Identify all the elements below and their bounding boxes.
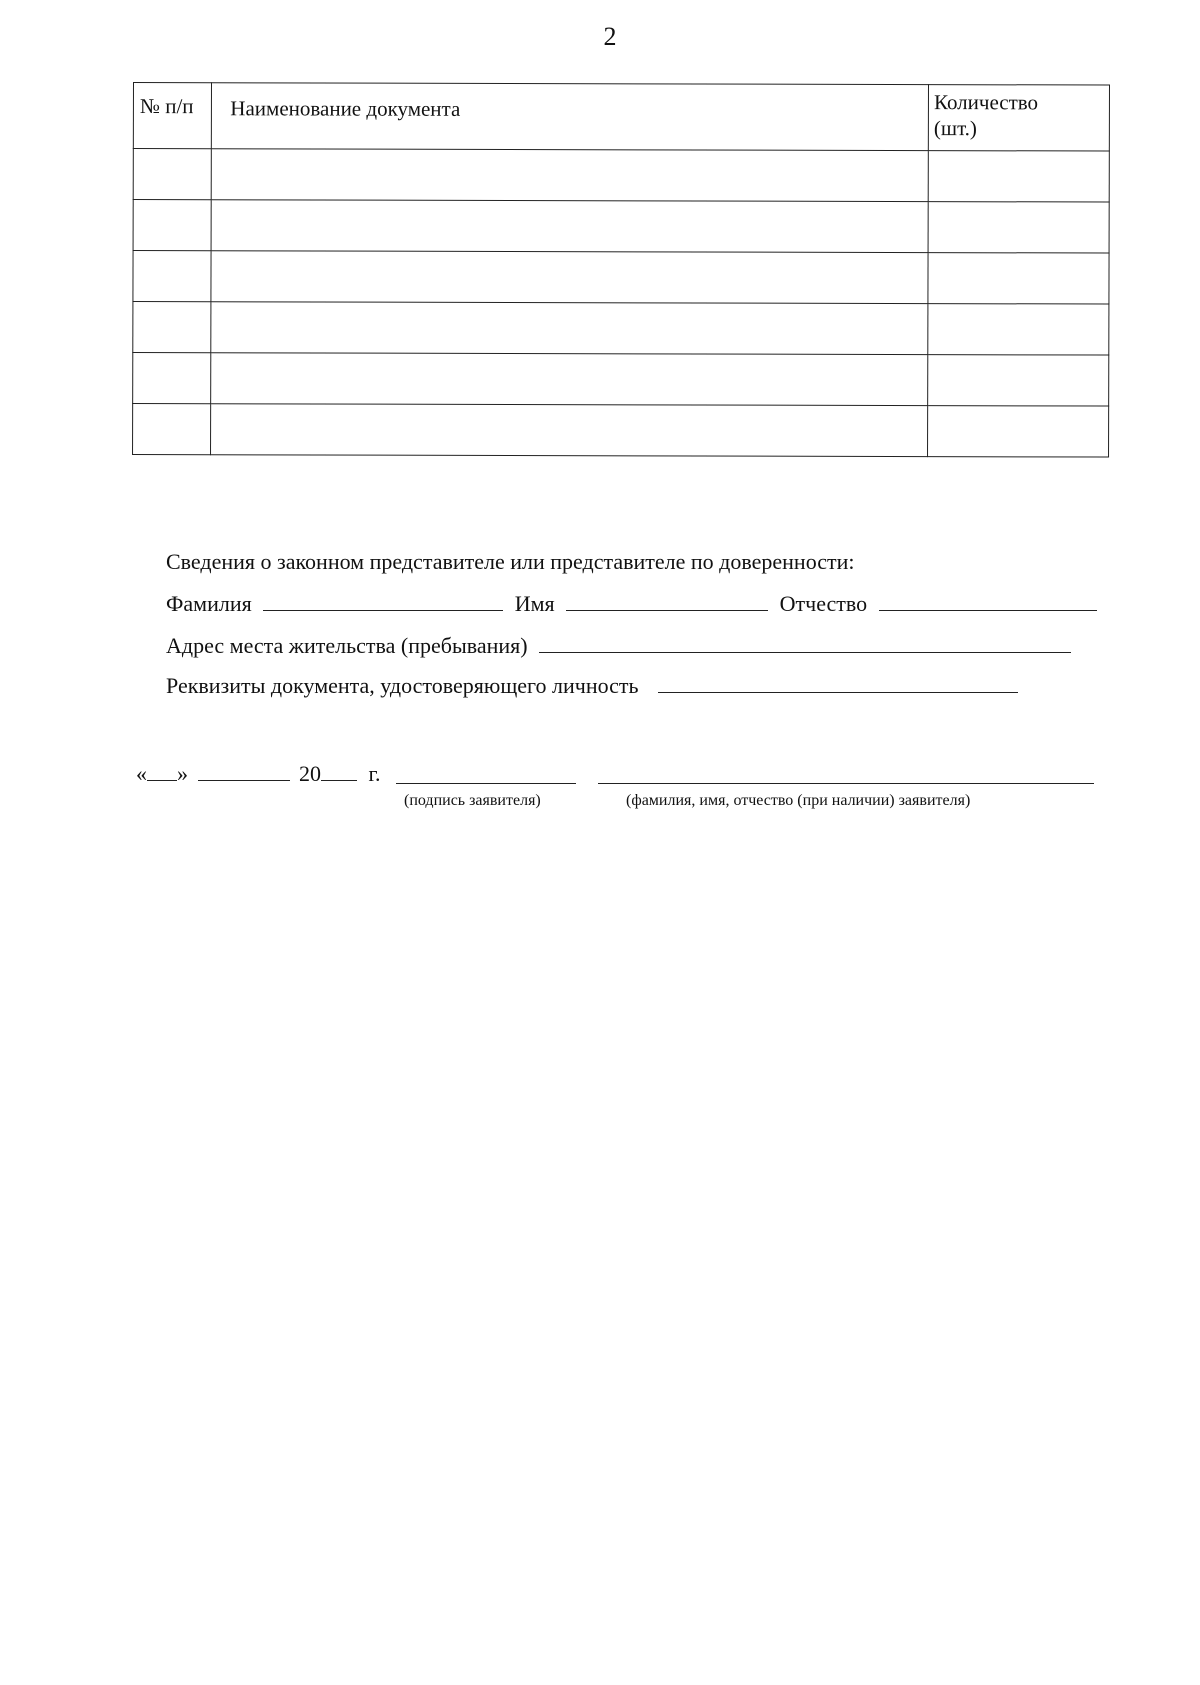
cell-document-name[interactable] <box>211 353 928 406</box>
signature-caption: (подпись заявителя) <box>404 792 541 809</box>
address-field[interactable] <box>539 632 1071 653</box>
quote-open: « <box>136 761 147 786</box>
applicant-name-field[interactable] <box>598 783 1094 784</box>
cell-document-name[interactable] <box>211 251 928 304</box>
cell-quantity[interactable] <box>928 253 1109 304</box>
date-line <box>136 760 381 788</box>
day-field[interactable] <box>147 760 177 781</box>
cell-document-name[interactable] <box>211 200 928 253</box>
name-field[interactable] <box>566 590 768 611</box>
table-row <box>133 302 1109 356</box>
signature-field[interactable] <box>396 783 576 784</box>
address-label: Адрес места жительства (пребывания) <box>166 633 528 658</box>
cell-number[interactable] <box>133 200 212 251</box>
header-document-name: Наименование документа <box>212 83 929 151</box>
surname-field[interactable] <box>263 590 503 611</box>
year-field[interactable] <box>321 760 357 781</box>
name-label: Имя <box>514 591 555 616</box>
header-number: № п/п <box>133 83 212 149</box>
cell-number[interactable] <box>133 302 212 353</box>
applicant-name-caption: (фамилия, имя, отчество (при наличии) заявителя) <box>626 792 971 809</box>
year-suffix: г. <box>368 761 381 786</box>
cell-document-name[interactable] <box>211 302 928 355</box>
representative-id-line <box>166 672 1018 700</box>
cell-quantity[interactable] <box>928 406 1109 457</box>
table-row <box>133 251 1109 305</box>
representative-address-line <box>166 632 1071 660</box>
cell-quantity[interactable] <box>928 304 1109 355</box>
table-header-row <box>133 83 1109 152</box>
page-number: 2 <box>603 22 617 51</box>
documents-table <box>132 82 1110 458</box>
table-row <box>133 200 1109 254</box>
surname-label: Фамилия <box>166 591 252 616</box>
month-field[interactable] <box>198 760 290 781</box>
table-row <box>133 353 1109 407</box>
table-row <box>133 149 1109 203</box>
cell-quantity[interactable] <box>928 202 1109 253</box>
patronymic-label: Отчество <box>779 591 868 616</box>
cell-number[interactable] <box>133 353 212 404</box>
cell-document-name[interactable] <box>211 404 928 457</box>
id-document-field[interactable] <box>658 672 1018 693</box>
header-quantity-line1: Количество <box>933 90 1039 115</box>
cell-quantity[interactable] <box>928 355 1109 406</box>
quote-close: » <box>177 761 188 786</box>
year-prefix: 20 <box>299 761 321 786</box>
representative-heading: Сведения о законном представителе или представителе по доверенности: <box>166 549 855 574</box>
id-document-label: Реквизиты документа, удостоверяющего личность <box>166 673 639 698</box>
cell-number[interactable] <box>133 404 212 455</box>
representative-name-line <box>166 590 1097 618</box>
cell-quantity[interactable] <box>928 151 1109 202</box>
cell-number[interactable] <box>133 149 212 200</box>
table-row <box>133 404 1109 458</box>
cell-document-name[interactable] <box>212 149 929 202</box>
header-quantity-line2: (шт.) <box>933 116 977 141</box>
patronymic-field[interactable] <box>879 590 1097 611</box>
cell-number[interactable] <box>133 251 212 302</box>
header-quantity <box>928 85 1109 151</box>
